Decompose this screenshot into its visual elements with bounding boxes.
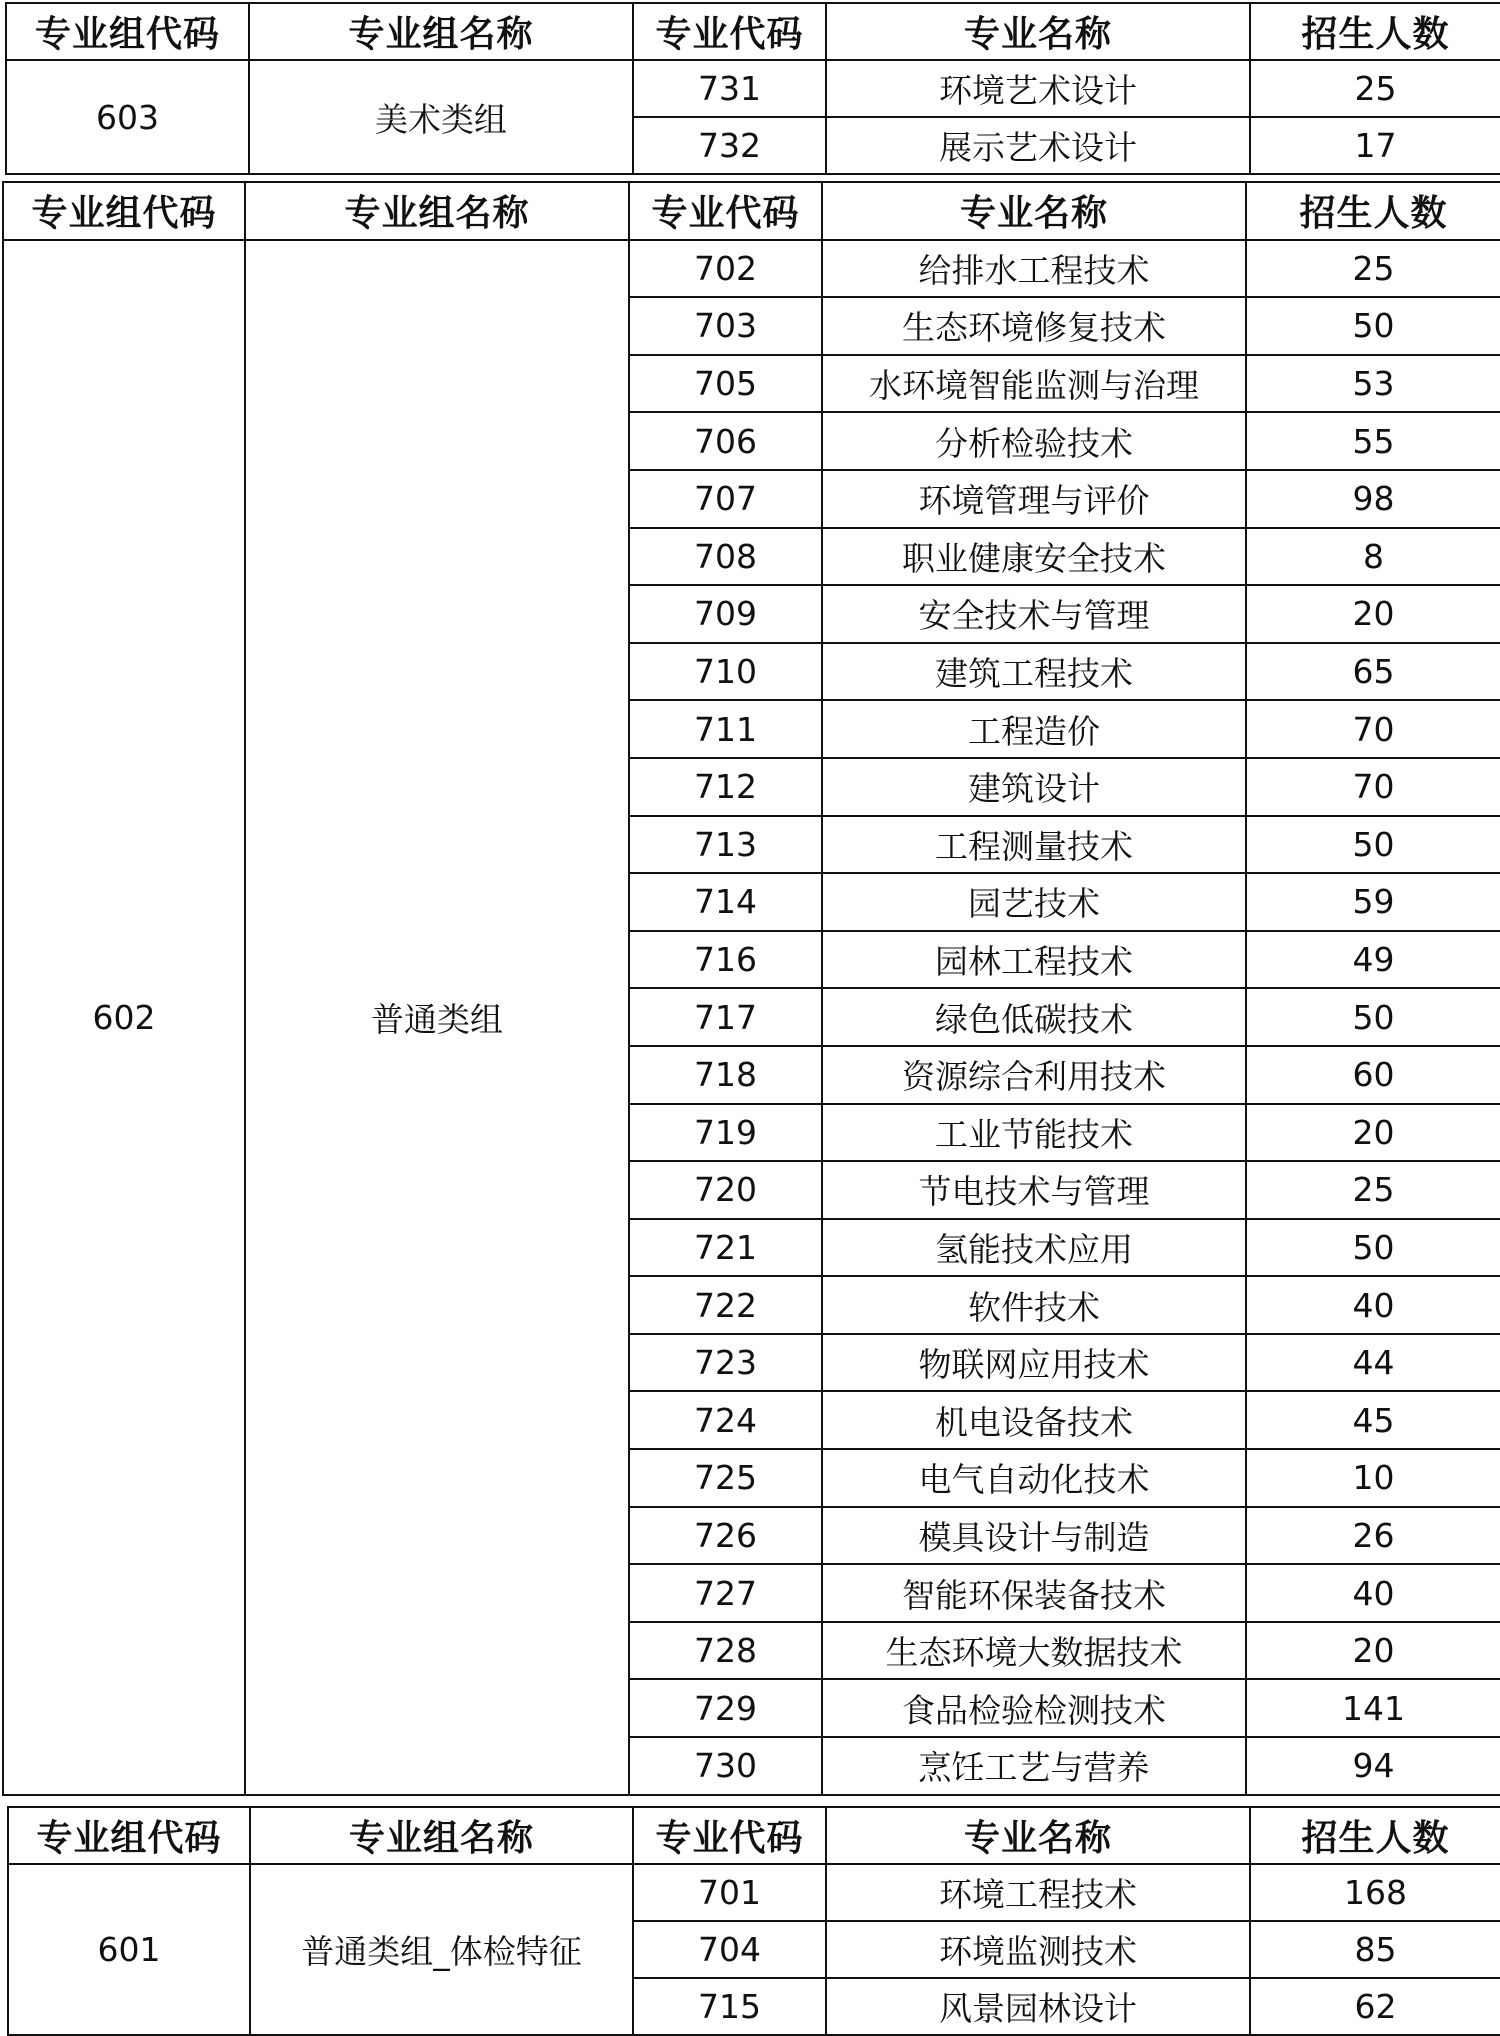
enrollment-count-cell: 53 <box>1246 355 1500 413</box>
major-code-cell: 730 <box>629 1737 822 1795</box>
group-code-cell: 601 <box>8 1864 250 2035</box>
major-code-cell: 704 <box>633 1921 826 1978</box>
enrollment-count-cell: 55 <box>1246 412 1500 470</box>
major-code-cell: 729 <box>629 1679 822 1737</box>
header-major-name: 专业名称 <box>822 182 1246 240</box>
enrollment-count-cell: 40 <box>1246 1276 1500 1334</box>
header-row <box>6 3 1500 60</box>
header-enrollment: 招生人数 <box>1250 3 1500 60</box>
major-name-cell: 建筑设计 <box>822 758 1246 816</box>
enrollment-count-cell: 25 <box>1246 1161 1500 1219</box>
major-name-cell: 模具设计与制造 <box>822 1507 1246 1565</box>
enrollment-count-cell: 50 <box>1246 297 1500 355</box>
major-code-cell: 727 <box>629 1564 822 1622</box>
group-601-table <box>7 1806 1500 2036</box>
enrollment-count-cell: 8 <box>1246 528 1500 586</box>
enrollment-count-cell: 168 <box>1250 1864 1500 1921</box>
major-name-cell: 园艺技术 <box>822 873 1246 931</box>
enrollment-count-cell: 40 <box>1246 1564 1500 1622</box>
major-code-cell: 723 <box>629 1334 822 1392</box>
major-name-cell: 资源综合利用技术 <box>822 1046 1246 1104</box>
major-name-cell: 风景园林设计 <box>826 1978 1250 2035</box>
major-name-cell: 水环境智能监测与治理 <box>822 355 1246 413</box>
major-code-cell: 720 <box>629 1161 822 1219</box>
enrollment-count-cell: 20 <box>1246 585 1500 643</box>
major-code-cell: 731 <box>633 60 826 117</box>
header-group-name: 专业组名称 <box>249 3 633 60</box>
major-name-cell: 生态环境大数据技术 <box>822 1622 1246 1680</box>
enrollment-count-cell: 50 <box>1246 1219 1500 1277</box>
major-code-cell: 708 <box>629 528 822 586</box>
major-name-cell: 电气自动化技术 <box>822 1449 1246 1507</box>
major-name-cell: 生态环境修复技术 <box>822 297 1246 355</box>
header-enrollment: 招生人数 <box>1250 1807 1500 1864</box>
header-major-code: 专业代码 <box>633 3 826 60</box>
major-code-cell: 706 <box>629 412 822 470</box>
enrollment-count-cell: 20 <box>1246 1104 1500 1162</box>
enrollment-count-cell: 60 <box>1246 1046 1500 1104</box>
enrollment-count-cell: 50 <box>1246 988 1500 1046</box>
group-code-cell: 603 <box>6 60 249 174</box>
major-name-cell: 展示艺术设计 <box>826 117 1250 174</box>
enrollment-count-cell: 17 <box>1250 117 1500 174</box>
major-name-cell: 工程测量技术 <box>822 816 1246 874</box>
major-code-cell: 712 <box>629 758 822 816</box>
group-name-cell: 美术类组 <box>249 60 633 174</box>
major-code-cell: 724 <box>629 1391 822 1449</box>
header-group-code: 专业组代码 <box>8 1807 250 1864</box>
major-name-cell: 职业健康安全技术 <box>822 528 1246 586</box>
enrollment-count-cell: 50 <box>1246 816 1500 874</box>
major-name-cell: 环境管理与评价 <box>822 470 1246 528</box>
group-603-table <box>5 2 1500 175</box>
major-code-cell: 716 <box>629 931 822 989</box>
major-code-cell: 728 <box>629 1622 822 1680</box>
header-row <box>3 182 1500 240</box>
header-major-code: 专业代码 <box>629 182 822 240</box>
major-name-cell: 食品检验检测技术 <box>822 1679 1246 1737</box>
header-enrollment: 招生人数 <box>1246 182 1500 240</box>
major-code-cell: 722 <box>629 1276 822 1334</box>
enrollment-count-cell: 25 <box>1246 240 1500 298</box>
header-group-name: 专业组名称 <box>245 182 629 240</box>
header-major-code: 专业代码 <box>633 1807 826 1864</box>
major-code-cell: 701 <box>633 1864 826 1921</box>
major-name-cell: 建筑工程技术 <box>822 643 1246 701</box>
major-code-cell: 725 <box>629 1449 822 1507</box>
major-name-cell: 智能环保装备技术 <box>822 1564 1246 1622</box>
major-name-cell: 氢能技术应用 <box>822 1219 1246 1277</box>
enrollment-count-cell: 70 <box>1246 700 1500 758</box>
group-code-cell: 602 <box>3 240 245 1795</box>
enrollment-count-cell: 70 <box>1246 758 1500 816</box>
major-code-cell: 721 <box>629 1219 822 1277</box>
major-name-cell: 机电设备技术 <box>822 1391 1246 1449</box>
table-row <box>3 240 1500 298</box>
major-name-cell: 环境艺术设计 <box>826 60 1250 117</box>
major-code-cell: 732 <box>633 117 826 174</box>
enrollment-count-cell: 85 <box>1250 1921 1500 1978</box>
major-code-cell: 710 <box>629 643 822 701</box>
major-code-cell: 726 <box>629 1507 822 1565</box>
major-name-cell: 节电技术与管理 <box>822 1161 1246 1219</box>
major-name-cell: 给排水工程技术 <box>822 240 1246 298</box>
major-code-cell: 714 <box>629 873 822 931</box>
group-name-cell: 普通类组_体检特征 <box>250 1864 633 2035</box>
major-code-cell: 719 <box>629 1104 822 1162</box>
header-group-code: 专业组代码 <box>6 3 249 60</box>
major-name-cell: 绿色低碳技术 <box>822 988 1246 1046</box>
major-code-cell: 715 <box>633 1978 826 2035</box>
enrollment-count-cell: 26 <box>1246 1507 1500 1565</box>
major-name-cell: 物联网应用技术 <box>822 1334 1246 1392</box>
enrollment-count-cell: 94 <box>1246 1737 1500 1795</box>
enrollment-count-cell: 44 <box>1246 1334 1500 1392</box>
enrollment-count-cell: 141 <box>1246 1679 1500 1737</box>
enrollment-count-cell: 49 <box>1246 931 1500 989</box>
table-row <box>8 1864 1500 1921</box>
major-name-cell: 安全技术与管理 <box>822 585 1246 643</box>
major-code-cell: 702 <box>629 240 822 298</box>
major-name-cell: 工业节能技术 <box>822 1104 1246 1162</box>
group-name-cell: 普通类组 <box>245 240 629 1795</box>
header-row <box>8 1807 1500 1864</box>
header-group-name: 专业组名称 <box>250 1807 633 1864</box>
enrollment-count-cell: 98 <box>1246 470 1500 528</box>
enrollment-count-cell: 20 <box>1246 1622 1500 1680</box>
enrollment-count-cell: 25 <box>1250 60 1500 117</box>
enrollment-count-cell: 65 <box>1246 643 1500 701</box>
major-code-cell: 709 <box>629 585 822 643</box>
enrollment-count-cell: 45 <box>1246 1391 1500 1449</box>
major-code-cell: 718 <box>629 1046 822 1104</box>
major-name-cell: 工程造价 <box>822 700 1246 758</box>
table-row <box>6 60 1500 117</box>
enrollment-count-cell: 10 <box>1246 1449 1500 1507</box>
major-name-cell: 环境监测技术 <box>826 1921 1250 1978</box>
major-name-cell: 软件技术 <box>822 1276 1246 1334</box>
header-group-code: 专业组代码 <box>3 182 245 240</box>
header-major-name: 专业名称 <box>826 3 1250 60</box>
major-name-cell: 园林工程技术 <box>822 931 1246 989</box>
major-code-cell: 703 <box>629 297 822 355</box>
major-name-cell: 分析检验技术 <box>822 412 1246 470</box>
major-name-cell: 环境工程技术 <box>826 1864 1250 1921</box>
major-code-cell: 717 <box>629 988 822 1046</box>
enrollment-count-cell: 62 <box>1250 1978 1500 2035</box>
header-major-name: 专业名称 <box>826 1807 1250 1864</box>
major-code-cell: 711 <box>629 700 822 758</box>
major-code-cell: 705 <box>629 355 822 413</box>
enrollment-count-cell: 59 <box>1246 873 1500 931</box>
major-name-cell: 烹饪工艺与营养 <box>822 1737 1246 1795</box>
major-code-cell: 707 <box>629 470 822 528</box>
major-code-cell: 713 <box>629 816 822 874</box>
group-602-table <box>2 181 1500 1796</box>
